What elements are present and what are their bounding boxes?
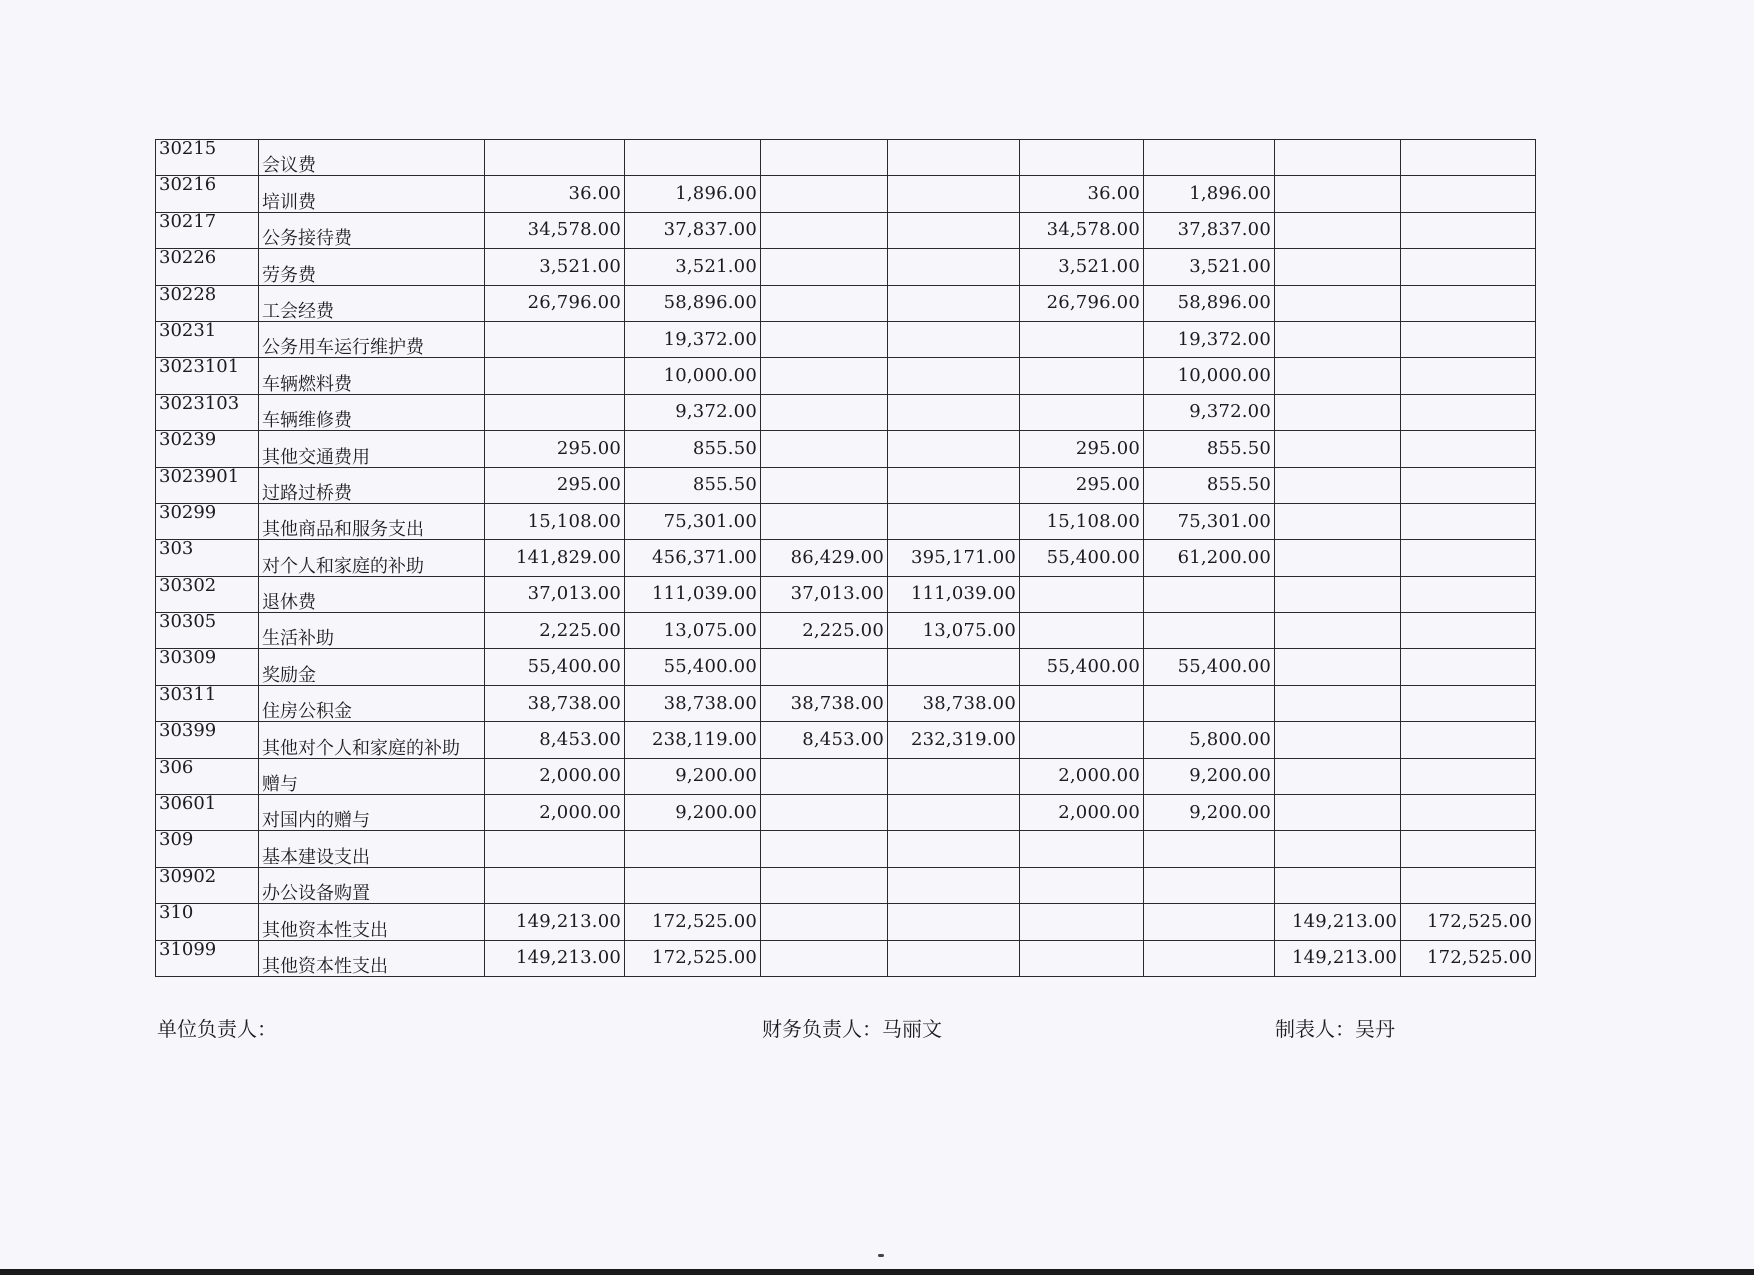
amount-cell-col-3	[761, 285, 888, 321]
table-row	[156, 285, 1536, 321]
amount-cell-col-3	[761, 358, 888, 394]
table-row	[156, 904, 1536, 940]
account-code-cell: 30305	[156, 613, 259, 649]
finance-head-label: 财务负责人：	[762, 1017, 882, 1041]
amount-cell-col-5: 36.00	[1020, 176, 1144, 212]
amount-cell-col-2: 13,075.00	[625, 613, 761, 649]
account-code-cell: 303	[156, 540, 259, 576]
amount-cell-col-8	[1401, 758, 1536, 794]
amount-cell-col-4	[888, 285, 1020, 321]
amount-cell-col-8	[1401, 540, 1536, 576]
finance-head-signature	[762, 1013, 942, 1042]
amount-cell-col-3	[761, 321, 888, 357]
amount-cell-col-3	[761, 758, 888, 794]
amount-cell-col-1: 38,738.00	[485, 685, 625, 721]
table-row	[156, 795, 1536, 831]
amount-cell-col-4	[888, 467, 1020, 503]
amount-cell-col-4	[888, 795, 1020, 831]
amount-cell-col-6	[1144, 613, 1275, 649]
amount-cell-col-7: 149,213.00	[1275, 940, 1401, 976]
amount-cell-col-5: 55,400.00	[1020, 540, 1144, 576]
amount-cell-col-2: 9,200.00	[625, 758, 761, 794]
amount-cell-col-4	[888, 649, 1020, 685]
amount-cell-col-7	[1275, 831, 1401, 867]
amount-cell-col-8	[1401, 503, 1536, 539]
scan-edge	[0, 1269, 1754, 1275]
amount-cell-col-1	[485, 321, 625, 357]
amount-cell-col-5	[1020, 321, 1144, 357]
table-row	[156, 358, 1536, 394]
amount-cell-col-8	[1401, 685, 1536, 721]
amount-cell-col-3: 2,225.00	[761, 613, 888, 649]
account-code-cell: 30302	[156, 576, 259, 612]
amount-cell-col-8	[1401, 140, 1536, 176]
amount-cell-col-5: 15,108.00	[1020, 503, 1144, 539]
amount-cell-col-1: 26,796.00	[485, 285, 625, 321]
amount-cell-col-2	[625, 831, 761, 867]
amount-cell-col-2: 111,039.00	[625, 576, 761, 612]
amount-cell-col-6: 1,896.00	[1144, 176, 1275, 212]
amount-cell-col-1: 2,225.00	[485, 613, 625, 649]
table-row	[156, 722, 1536, 758]
amount-cell-col-7	[1275, 649, 1401, 685]
amount-cell-col-4	[888, 904, 1020, 940]
amount-cell-col-6: 37,837.00	[1144, 212, 1275, 248]
account-name-cell: 退休费	[259, 576, 485, 612]
amount-cell-col-4: 38,738.00	[888, 685, 1020, 721]
account-code-cell: 30217	[156, 212, 259, 248]
account-name-cell: 车辆燃料费	[259, 358, 485, 394]
amount-cell-col-7	[1275, 394, 1401, 430]
amount-cell-col-6	[1144, 940, 1275, 976]
account-code-cell: 306	[156, 758, 259, 794]
table-row	[156, 503, 1536, 539]
account-name-cell: 培训费	[259, 176, 485, 212]
amount-cell-col-7	[1275, 431, 1401, 467]
account-name-cell: 其他对个人和家庭的补助	[259, 722, 485, 758]
amount-cell-col-3	[761, 394, 888, 430]
amount-cell-col-5	[1020, 722, 1144, 758]
amount-cell-col-2: 855.50	[625, 467, 761, 503]
amount-cell-col-6: 9,200.00	[1144, 795, 1275, 831]
expenditure-table-container	[155, 139, 1535, 977]
account-name-cell: 基本建设支出	[259, 831, 485, 867]
amount-cell-col-1: 37,013.00	[485, 576, 625, 612]
amount-cell-col-6: 3,521.00	[1144, 249, 1275, 285]
account-code-cell: 30228	[156, 285, 259, 321]
table-row	[156, 394, 1536, 430]
amount-cell-col-6	[1144, 831, 1275, 867]
amount-cell-col-3	[761, 176, 888, 212]
unit-head-label: 单位负责人：	[157, 1017, 277, 1041]
account-code-cell: 30231	[156, 321, 259, 357]
table-row	[156, 321, 1536, 357]
amount-cell-col-6: 10,000.00	[1144, 358, 1275, 394]
amount-cell-col-6: 58,896.00	[1144, 285, 1275, 321]
account-code-cell: 30601	[156, 795, 259, 831]
amount-cell-col-6: 855.50	[1144, 431, 1275, 467]
amount-cell-col-1: 149,213.00	[485, 940, 625, 976]
amount-cell-col-6: 75,301.00	[1144, 503, 1275, 539]
account-name-cell: 其他资本性支出	[259, 904, 485, 940]
account-name-cell: 对个人和家庭的补助	[259, 540, 485, 576]
amount-cell-col-4	[888, 176, 1020, 212]
table-row	[156, 576, 1536, 612]
amount-cell-col-1	[485, 394, 625, 430]
amount-cell-col-2: 172,525.00	[625, 904, 761, 940]
account-name-cell: 会议费	[259, 140, 485, 176]
amount-cell-col-6	[1144, 576, 1275, 612]
finance-head-name: 马丽文	[882, 1017, 942, 1041]
amount-cell-col-5: 295.00	[1020, 431, 1144, 467]
account-name-cell: 工会经费	[259, 285, 485, 321]
amount-cell-col-1: 15,108.00	[485, 503, 625, 539]
scan-artifact	[878, 1254, 884, 1257]
amount-cell-col-6: 55,400.00	[1144, 649, 1275, 685]
table-row	[156, 249, 1536, 285]
amount-cell-col-5: 295.00	[1020, 467, 1144, 503]
amount-cell-col-1: 8,453.00	[485, 722, 625, 758]
amount-cell-col-5: 2,000.00	[1020, 795, 1144, 831]
amount-cell-col-1: 2,000.00	[485, 795, 625, 831]
account-name-cell: 公务接待费	[259, 212, 485, 248]
amount-cell-col-2: 38,738.00	[625, 685, 761, 721]
amount-cell-col-3	[761, 249, 888, 285]
amount-cell-col-6: 19,372.00	[1144, 321, 1275, 357]
amount-cell-col-5	[1020, 358, 1144, 394]
amount-cell-col-5: 26,796.00	[1020, 285, 1144, 321]
amount-cell-col-6: 855.50	[1144, 467, 1275, 503]
table-row	[156, 176, 1536, 212]
expenditure-table	[155, 139, 1536, 977]
amount-cell-col-2: 10,000.00	[625, 358, 761, 394]
amount-cell-col-2: 9,200.00	[625, 795, 761, 831]
amount-cell-col-7	[1275, 503, 1401, 539]
amount-cell-col-7	[1275, 285, 1401, 321]
amount-cell-col-7: 149,213.00	[1275, 904, 1401, 940]
amount-cell-col-7	[1275, 867, 1401, 903]
account-code-cell: 3023103	[156, 394, 259, 430]
amount-cell-col-7	[1275, 176, 1401, 212]
amount-cell-col-3	[761, 649, 888, 685]
amount-cell-col-3: 86,429.00	[761, 540, 888, 576]
amount-cell-col-7	[1275, 795, 1401, 831]
amount-cell-col-2: 37,837.00	[625, 212, 761, 248]
amount-cell-col-8	[1401, 249, 1536, 285]
amount-cell-col-1: 295.00	[485, 431, 625, 467]
amount-cell-col-3: 37,013.00	[761, 576, 888, 612]
account-name-cell: 其他交通费用	[259, 431, 485, 467]
amount-cell-col-3	[761, 431, 888, 467]
amount-cell-col-4: 232,319.00	[888, 722, 1020, 758]
amount-cell-col-8	[1401, 431, 1536, 467]
amount-cell-col-2: 3,521.00	[625, 249, 761, 285]
amount-cell-col-5	[1020, 613, 1144, 649]
table-row	[156, 758, 1536, 794]
amount-cell-col-1: 55,400.00	[485, 649, 625, 685]
account-code-cell: 31099	[156, 940, 259, 976]
table-row	[156, 431, 1536, 467]
unit-head-signature	[157, 1013, 277, 1042]
account-name-cell: 劳务费	[259, 249, 485, 285]
amount-cell-col-2: 238,119.00	[625, 722, 761, 758]
amount-cell-col-2: 1,896.00	[625, 176, 761, 212]
amount-cell-col-5: 2,000.00	[1020, 758, 1144, 794]
amount-cell-col-2: 55,400.00	[625, 649, 761, 685]
amount-cell-col-4	[888, 358, 1020, 394]
amount-cell-col-8	[1401, 649, 1536, 685]
amount-cell-col-4: 13,075.00	[888, 613, 1020, 649]
table-row	[156, 685, 1536, 721]
amount-cell-col-4	[888, 394, 1020, 430]
amount-cell-col-2: 75,301.00	[625, 503, 761, 539]
amount-cell-col-8	[1401, 467, 1536, 503]
amount-cell-col-7	[1275, 613, 1401, 649]
preparer-name: 吴丹	[1355, 1017, 1395, 1041]
amount-cell-col-6: 61,200.00	[1144, 540, 1275, 576]
amount-cell-col-8	[1401, 176, 1536, 212]
table-row	[156, 140, 1536, 176]
amount-cell-col-8	[1401, 867, 1536, 903]
amount-cell-col-6	[1144, 140, 1275, 176]
amount-cell-col-2	[625, 867, 761, 903]
amount-cell-col-4	[888, 867, 1020, 903]
amount-cell-col-8: 172,525.00	[1401, 940, 1536, 976]
amount-cell-col-5	[1020, 940, 1144, 976]
amount-cell-col-3	[761, 795, 888, 831]
amount-cell-col-5: 3,521.00	[1020, 249, 1144, 285]
amount-cell-col-1: 2,000.00	[485, 758, 625, 794]
account-name-cell: 过路过桥费	[259, 467, 485, 503]
account-name-cell: 生活补助	[259, 613, 485, 649]
amount-cell-col-4	[888, 431, 1020, 467]
amount-cell-col-7	[1275, 321, 1401, 357]
amount-cell-col-5	[1020, 140, 1144, 176]
amount-cell-col-7	[1275, 212, 1401, 248]
amount-cell-col-5: 34,578.00	[1020, 212, 1144, 248]
amount-cell-col-3	[761, 940, 888, 976]
account-code-cell: 30226	[156, 249, 259, 285]
amount-cell-col-5	[1020, 394, 1144, 430]
amount-cell-col-8	[1401, 576, 1536, 612]
amount-cell-col-7	[1275, 758, 1401, 794]
amount-cell-col-6	[1144, 685, 1275, 721]
amount-cell-col-2: 172,525.00	[625, 940, 761, 976]
account-code-cell: 3023901	[156, 467, 259, 503]
amount-cell-col-8	[1401, 212, 1536, 248]
table-row	[156, 867, 1536, 903]
amount-cell-col-2: 456,371.00	[625, 540, 761, 576]
amount-cell-col-8	[1401, 394, 1536, 430]
amount-cell-col-4	[888, 321, 1020, 357]
amount-cell-col-1: 34,578.00	[485, 212, 625, 248]
amount-cell-col-4: 395,171.00	[888, 540, 1020, 576]
table-row	[156, 940, 1536, 976]
amount-cell-col-7	[1275, 685, 1401, 721]
amount-cell-col-6: 5,800.00	[1144, 722, 1275, 758]
amount-cell-col-5: 55,400.00	[1020, 649, 1144, 685]
account-name-cell: 车辆维修费	[259, 394, 485, 430]
table-row	[156, 467, 1536, 503]
amount-cell-col-3	[761, 467, 888, 503]
table-row	[156, 540, 1536, 576]
amount-cell-col-7	[1275, 467, 1401, 503]
amount-cell-col-8	[1401, 613, 1536, 649]
account-code-cell: 30311	[156, 685, 259, 721]
preparer-signature	[1275, 1013, 1395, 1042]
amount-cell-col-8	[1401, 722, 1536, 758]
amount-cell-col-5	[1020, 831, 1144, 867]
amount-cell-col-8	[1401, 358, 1536, 394]
amount-cell-col-2: 855.50	[625, 431, 761, 467]
account-name-cell: 住房公积金	[259, 685, 485, 721]
amount-cell-col-3	[761, 212, 888, 248]
amount-cell-col-1	[485, 358, 625, 394]
amount-cell-col-7	[1275, 140, 1401, 176]
table-row	[156, 649, 1536, 685]
amount-cell-col-4	[888, 140, 1020, 176]
amount-cell-col-8	[1401, 795, 1536, 831]
amount-cell-col-4	[888, 212, 1020, 248]
amount-cell-col-7	[1275, 249, 1401, 285]
amount-cell-col-5	[1020, 576, 1144, 612]
amount-cell-col-3: 38,738.00	[761, 685, 888, 721]
amount-cell-col-2	[625, 140, 761, 176]
account-name-cell: 公务用车运行维护费	[259, 321, 485, 357]
amount-cell-col-1: 36.00	[485, 176, 625, 212]
amount-cell-col-5	[1020, 904, 1144, 940]
account-name-cell: 其他资本性支出	[259, 940, 485, 976]
account-code-cell: 30215	[156, 140, 259, 176]
amount-cell-col-4	[888, 940, 1020, 976]
account-code-cell: 310	[156, 904, 259, 940]
amount-cell-col-1	[485, 140, 625, 176]
account-name-cell: 赠与	[259, 758, 485, 794]
amount-cell-col-3	[761, 503, 888, 539]
amount-cell-col-7	[1275, 722, 1401, 758]
amount-cell-col-6	[1144, 904, 1275, 940]
account-code-cell: 30216	[156, 176, 259, 212]
amount-cell-col-7	[1275, 540, 1401, 576]
account-code-cell: 30309	[156, 649, 259, 685]
table-row	[156, 212, 1536, 248]
account-name-cell: 对国内的赠与	[259, 795, 485, 831]
preparer-label: 制表人：	[1275, 1017, 1355, 1041]
amount-cell-col-3	[761, 867, 888, 903]
amount-cell-col-3	[761, 904, 888, 940]
account-code-cell: 30239	[156, 431, 259, 467]
account-code-cell: 3023101	[156, 358, 259, 394]
amount-cell-col-5	[1020, 685, 1144, 721]
table-row	[156, 613, 1536, 649]
amount-cell-col-6	[1144, 867, 1275, 903]
amount-cell-col-6: 9,200.00	[1144, 758, 1275, 794]
table-body	[156, 140, 1536, 977]
amount-cell-col-2: 58,896.00	[625, 285, 761, 321]
account-name-cell: 奖励金	[259, 649, 485, 685]
amount-cell-col-5	[1020, 867, 1144, 903]
amount-cell-col-3	[761, 831, 888, 867]
amount-cell-col-4	[888, 249, 1020, 285]
amount-cell-col-2: 9,372.00	[625, 394, 761, 430]
amount-cell-col-6: 9,372.00	[1144, 394, 1275, 430]
amount-cell-col-1: 3,521.00	[485, 249, 625, 285]
amount-cell-col-4	[888, 758, 1020, 794]
amount-cell-col-3	[761, 140, 888, 176]
account-code-cell: 30299	[156, 503, 259, 539]
amount-cell-col-2: 19,372.00	[625, 321, 761, 357]
amount-cell-col-7	[1275, 358, 1401, 394]
account-name-cell: 办公设备购置	[259, 867, 485, 903]
account-code-cell: 30399	[156, 722, 259, 758]
amount-cell-col-1	[485, 831, 625, 867]
amount-cell-col-8	[1401, 831, 1536, 867]
amount-cell-col-1: 295.00	[485, 467, 625, 503]
amount-cell-col-4: 111,039.00	[888, 576, 1020, 612]
amount-cell-col-1: 149,213.00	[485, 904, 625, 940]
amount-cell-col-7	[1275, 576, 1401, 612]
amount-cell-col-4	[888, 831, 1020, 867]
amount-cell-col-8	[1401, 285, 1536, 321]
amount-cell-col-1: 141,829.00	[485, 540, 625, 576]
amount-cell-col-4	[888, 503, 1020, 539]
account-code-cell: 30902	[156, 867, 259, 903]
account-name-cell: 其他商品和服务支出	[259, 503, 485, 539]
amount-cell-col-8	[1401, 321, 1536, 357]
account-code-cell: 309	[156, 831, 259, 867]
amount-cell-col-1	[485, 867, 625, 903]
table-row	[156, 831, 1536, 867]
amount-cell-col-3: 8,453.00	[761, 722, 888, 758]
amount-cell-col-8: 172,525.00	[1401, 904, 1536, 940]
